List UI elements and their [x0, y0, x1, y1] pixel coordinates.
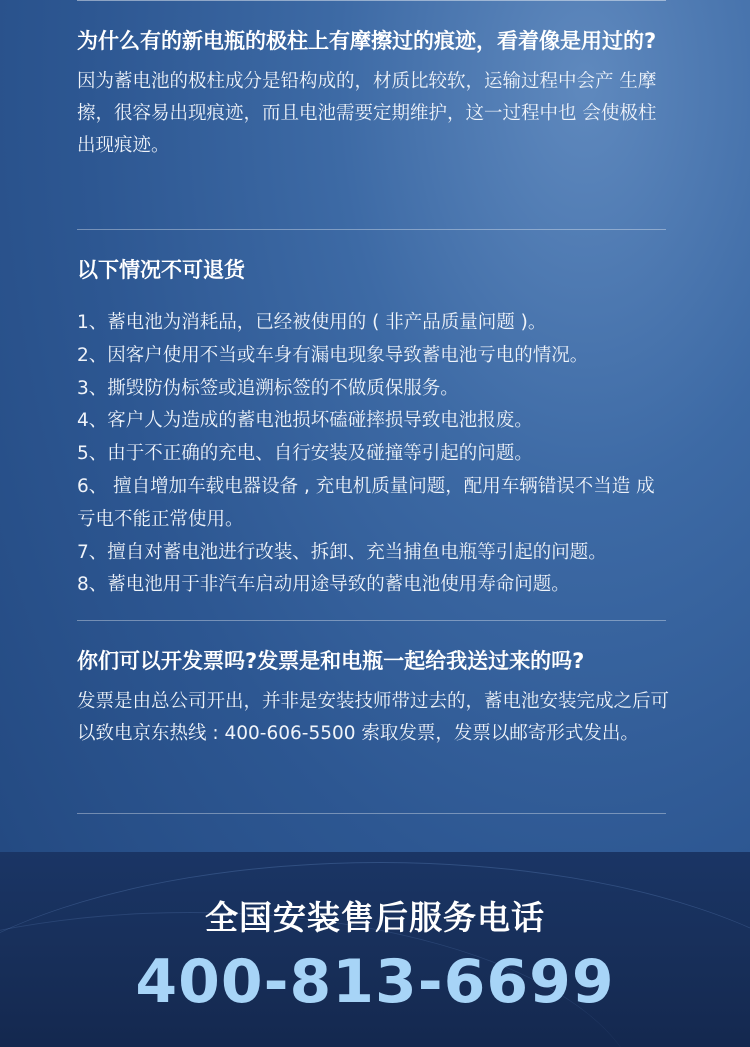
section-divider — [77, 813, 666, 814]
list-item: 2、因客户使用不当或车身有漏电现象导致蓄电池亏电的情况。 — [77, 344, 589, 366]
list-item: 1、蓄电池为消耗品，已经被使用的 ( 非产品质量问题 )。 — [77, 312, 547, 333]
service-hotline-banner — [0, 852, 750, 1047]
list-item: 6、 擅自增加车载电器设备 , 充电机质量问题，配用车辆错误不当造 成亏电不能正常使用。 — [77, 475, 655, 530]
faq-question-1: 为什么有的新电瓶的极柱上有摩擦过的痕迹，看着像是用过的? — [77, 29, 657, 53]
section-divider — [77, 229, 666, 230]
list-item: 3、撕毁防伪标签或追溯标签的不做质保服务。 — [77, 377, 459, 399]
no-return-list — [77, 307, 673, 602]
faq-question-2: 以下情况不可退货 — [77, 258, 245, 282]
faq-section-3 — [77, 644, 673, 750]
list-item: 4、客户人为造成的蓄电池损坏磕碰摔损导致电池报废。 — [77, 410, 533, 432]
section-divider — [77, 620, 666, 621]
list-item: 7、擅自对蓄电池进行改装、拆卸、充当捕鱼电瓶等引起的问题。 — [77, 541, 607, 563]
top-divider — [77, 0, 666, 1]
faq-section-2 — [77, 253, 673, 602]
list-item: 5、由于不正确的充电、自行安装及碰撞等引起的问题。 — [77, 443, 533, 465]
hotline-phone-number[interactable]: 400-813-6699 — [135, 947, 615, 1017]
faq-answer-1: 因为蓄电池的极柱成分是铅构成的，材质比较软，运输过程中会产 生摩擦，很容易出现痕迹，而且电池需要定期维护，这一过程中也 会使极柱出现痕迹。 — [77, 71, 657, 156]
faq-question-3: 你们可以开发票吗?发票是和电瓶一起给我送过来的吗? — [77, 649, 585, 673]
faq-answer-3: 发票是由总公司开出，并非是安装技师带过去的，蓄电池安装完成之后可以致电京东热线 : 400-606-5500 索取发票，发票以邮寄形式发出。 — [77, 691, 670, 744]
list-item: 8、蓄电池用于非汽车启动用途导致的蓄电池使用寿命问题。 — [77, 574, 570, 596]
hotline-title: 全国安装售后服务电话 — [205, 898, 545, 937]
faq-section-1 — [77, 24, 673, 162]
